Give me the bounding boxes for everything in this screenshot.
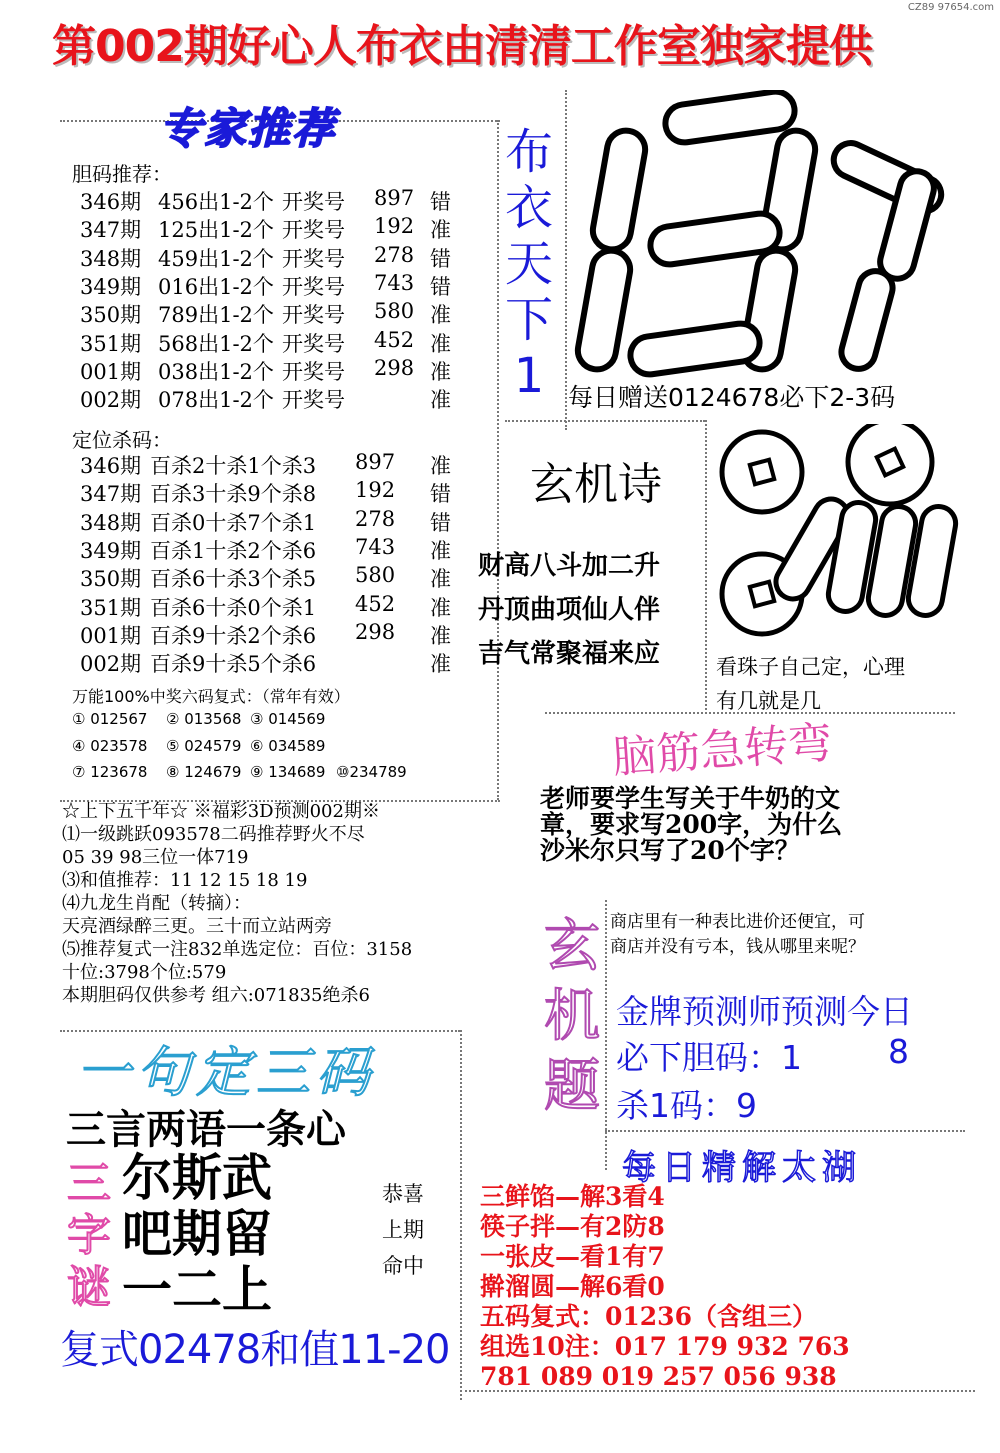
buyi-title: 布衣天下1	[504, 124, 553, 404]
kill-row-cell: 348期	[80, 510, 142, 535]
divider	[505, 420, 705, 422]
wanneng-table	[72, 710, 492, 790]
kill-row-cell: 347期	[80, 482, 142, 507]
kill-row-cell: 百杀3十杀9个杀8	[150, 482, 317, 507]
kill-row-cell: 百杀9十杀5个杀6	[150, 652, 317, 677]
xuanji-shi-poem	[478, 544, 660, 676]
riddle-lines	[122, 1150, 272, 1318]
dan-row-cell: 错	[430, 190, 451, 214]
dan-row-cell: 456出1-2个	[158, 190, 274, 214]
dan-row-cell: 开奖号	[282, 190, 345, 214]
wanneng-row-cell: ⑩234789	[336, 763, 407, 781]
poem-line: 财高八斗加二升	[478, 551, 661, 581]
dan-row-cell: 568出1-2个	[158, 331, 274, 356]
kill-row-cell: 192	[355, 478, 396, 503]
xuanji-shi-title: 玄机诗	[530, 459, 662, 510]
history-line: ⑷九龙生肖配（转摘）：	[62, 893, 251, 914]
kill-row-cell: 错	[430, 482, 451, 507]
dan-row-cell: 开奖号	[282, 331, 345, 356]
dan-row-cell: 002期	[80, 388, 142, 413]
history-line: ⑶和值推荐：11 12 15 18 19	[62, 870, 308, 891]
kill-row-cell: 百杀2十杀1个杀3	[150, 454, 317, 478]
xuanji-ti-question: 商店里有一种表比进价还便宜，可 商店并没有亏本，钱从哪里来呢？	[610, 912, 865, 957]
taihu-line: 筷子拌—有2防8	[480, 1212, 665, 1241]
dan-row-cell: 准	[430, 303, 451, 328]
history-line: ⑴一级跳跃093578二码推荐野火不尽	[62, 824, 365, 845]
dan-row-cell: 298	[374, 355, 415, 380]
dan-row-cell: 350期	[80, 303, 142, 328]
kill-row-cell: 350期	[80, 567, 142, 592]
riddle-note-line: 恭喜	[382, 1182, 424, 1206]
riddle-note	[382, 1176, 424, 1284]
dan-row-cell: 580	[374, 299, 415, 324]
dan-row-cell: 错	[430, 246, 451, 271]
riddle-line: 吧期留	[122, 1205, 272, 1263]
taihu-line: 组选10注：017 179 932 763	[480, 1332, 850, 1361]
divider	[460, 1030, 462, 1400]
history-line: 05 39 98三位一体719	[62, 847, 249, 868]
kill-row-cell: 准	[430, 538, 451, 563]
kill-row-cell: 准	[430, 623, 451, 648]
digit-beads-illustration	[570, 90, 950, 380]
dan-row-cell: 897	[374, 186, 415, 210]
naojin-question	[540, 786, 842, 864]
taihu-line: 三鲜馅—解3看4	[480, 1182, 665, 1211]
dan-row-cell: 开奖号	[282, 274, 345, 299]
riddle-note-line: 命中	[382, 1254, 424, 1278]
kill-row-cell: 743	[355, 534, 396, 559]
kill-row-cell: 百杀9十杀2个杀6	[150, 623, 317, 648]
naojin-line: 章，要求写200字，为什么	[540, 810, 843, 839]
riddle-line: 尔斯武	[122, 1149, 272, 1207]
dan-row-cell: 192	[374, 214, 415, 239]
wanneng-label: 万能100%中奖六码复式：（常年有效）	[72, 687, 350, 706]
dan-table	[80, 186, 480, 416]
kill-row-cell: 897	[355, 450, 396, 474]
dan-row-cell: 038出1-2个	[158, 359, 274, 384]
wanneng-row-cell: ⑤ 024579	[166, 736, 242, 755]
dan-row-cell: 准	[430, 388, 451, 413]
dan-row-cell: 准	[430, 359, 451, 384]
kill-row-cell: 百杀0十杀7个杀1	[150, 510, 317, 535]
divider	[705, 420, 707, 710]
beads-caption: 看珠子自己定，心理 有几就是几	[716, 655, 905, 713]
history-line: ☆上下五千年☆ ※福彩3D预测002期※	[62, 801, 380, 822]
kill-row-cell: 准	[430, 567, 451, 592]
kill-row-cell: 278	[355, 506, 396, 531]
wanneng-row-cell: ① 012567	[72, 710, 148, 728]
riddle-side: 三字谜	[67, 1158, 111, 1313]
dan-row-cell: 452	[374, 327, 415, 352]
kill-row-cell: 准	[430, 595, 451, 620]
kill-row-cell: 百杀6十杀0个杀1	[150, 595, 317, 620]
dan-row-cell: 准	[430, 218, 451, 243]
kill-row-cell: 001期	[80, 623, 142, 648]
kill-row-cell: 002期	[80, 652, 142, 677]
wanneng-row-cell: ③ 014569	[250, 710, 326, 728]
dan-row-cell: 开奖号	[282, 388, 345, 413]
dan-row-cell: 开奖号	[282, 359, 345, 384]
dan-row-cell: 错	[430, 274, 451, 299]
gold-kill: 杀1码：9	[616, 1086, 757, 1125]
kill-row-cell: 298	[355, 619, 396, 644]
gold-dan: 必下胆码：1	[616, 1038, 802, 1077]
dan-row-cell: 789出1-2个	[158, 303, 274, 328]
taihu-line: 五码复式：01236（含组三）	[480, 1302, 817, 1331]
wanneng-row-cell: ⑥ 034589	[250, 736, 326, 755]
wanneng-row-cell: ② 013568	[166, 710, 242, 728]
yiju-title: 一句定三码	[76, 1041, 376, 1104]
kill-row-cell: 错	[430, 510, 451, 535]
taihu-line: 擀溜圆—解6看0	[480, 1272, 665, 1301]
dan-row-cell: 349期	[80, 274, 142, 299]
dan-row-cell: 346期	[80, 190, 142, 214]
watermark: CZ89 97654.com	[907, 2, 994, 13]
divider	[565, 90, 567, 430]
expert-title: 专家推荐	[160, 104, 337, 153]
dan-row-cell: 347期	[80, 218, 142, 243]
naojin-title: 脑筋急转弯	[610, 717, 834, 784]
kill-row-cell: 349期	[80, 538, 142, 563]
dan-row-cell: 开奖号	[282, 303, 345, 328]
wanneng-row-cell: ⑨ 134689	[250, 763, 326, 781]
riddle-line: 一二上	[122, 1261, 272, 1319]
kill-row-cell: 452	[355, 591, 396, 616]
history-line: ⑸推荐复式一注832单选定位：百位：3158	[62, 939, 413, 960]
yiju-slogan: 三言两语一条心	[66, 1107, 346, 1153]
kill-row-cell: 准	[430, 454, 451, 478]
gold-dan-2: 8	[888, 1032, 909, 1071]
history-block	[62, 800, 502, 1007]
taihu-line: 一张皮—看1有7	[480, 1242, 665, 1271]
wanneng-row-cell: ⑦ 123678	[72, 763, 148, 781]
poem-line: 吉气常聚福来应	[478, 639, 661, 669]
dan-row-cell: 348期	[80, 246, 142, 271]
history-line: 本期胆码仅供参考 组六:071835绝杀6	[62, 985, 370, 1006]
wanneng-row-cell: ⑧ 124679	[166, 763, 242, 781]
riddle-note-line: 上期	[382, 1218, 424, 1242]
dan-row-cell: 459出1-2个	[158, 246, 274, 271]
kill-row-cell: 351期	[80, 595, 142, 620]
dan-label: 胆码推荐：	[72, 162, 172, 186]
taihu-lines	[480, 1182, 850, 1392]
kill-row-cell: 百杀6十杀3个杀5	[150, 567, 317, 592]
dan-row-cell: 125出1-2个	[158, 218, 274, 243]
wanneng-row-cell: ④ 023578	[72, 736, 148, 755]
gold-title: 金牌预测师预测今日	[616, 992, 913, 1031]
history-line: 天亮酒绿醉三更。三十而立站两旁	[62, 916, 332, 937]
taihu-title: 每日精解太湖	[622, 1148, 862, 1188]
poem-line: 丹顶曲项仙人伴	[478, 595, 661, 625]
dan-row-cell: 016出1-2个	[158, 274, 274, 299]
fushi-line: 复式02478和值11-20	[60, 1327, 450, 1373]
dan-row-cell: 001期	[80, 359, 142, 384]
divider	[605, 1130, 965, 1132]
dan-row-cell: 开奖号	[282, 218, 345, 243]
kill-label: 定位杀码：	[72, 428, 172, 452]
dan-row-cell: 278	[374, 242, 415, 267]
dan-row-cell: 351期	[80, 331, 142, 356]
naojin-line: 沙米尔只写了20个字？	[540, 836, 800, 865]
kill-row-cell: 580	[355, 563, 396, 588]
history-line: 十位:3798个位:579	[62, 962, 227, 983]
dan-row-cell: 743	[374, 270, 415, 295]
daily-gift: 每日赠送0124678必下2-3码	[568, 383, 896, 412]
coins-beads-illustration	[710, 424, 960, 644]
kill-row-cell: 准	[430, 652, 451, 677]
kill-row-cell: 百杀1十杀2个杀6	[150, 538, 317, 563]
kill-table	[80, 450, 480, 680]
dan-row-cell: 078出1-2个	[158, 388, 274, 413]
xuanji-ti-title: 玄机题	[544, 914, 600, 1119]
kill-row-cell: 346期	[80, 454, 142, 478]
taihu-line: 781 089 019 257 056 938	[480, 1362, 837, 1391]
dan-row-cell: 准	[430, 331, 451, 356]
naojin-line: 老师要学生写关于牛奶的文	[540, 784, 841, 813]
dan-row-cell: 开奖号	[282, 246, 345, 271]
page-title: 第002期好心人布衣由清清工作室独家提供	[52, 21, 872, 72]
